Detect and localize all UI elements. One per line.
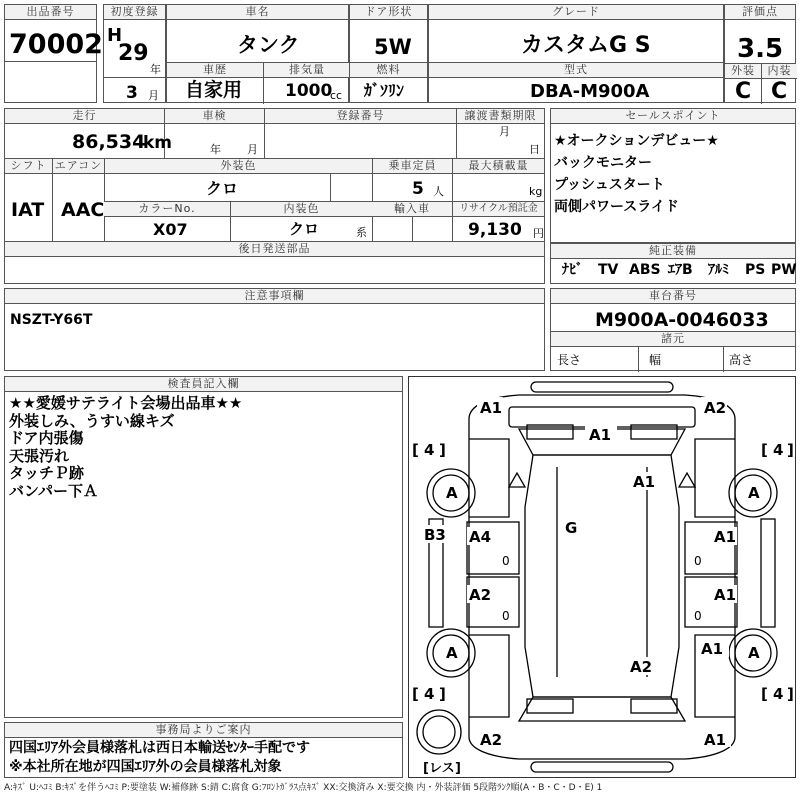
ext-color: クロ xyxy=(206,179,239,198)
grade-cell xyxy=(428,4,724,103)
inspector-note: ドア内張傷 xyxy=(9,429,84,447)
mark-rear-hatch: A2 xyxy=(630,658,653,676)
equipment-item: ABS xyxy=(629,262,661,278)
legend: A:ｷｽﾞ U:ﾍｺﾐ B:ｷｽﾞを伴うﾍｺﾐ P:要塗装 W:補修跡 S:錆 C:腐食 G:ﾌﾛﾝﾄｶﾞﾗｽ点ｷｽﾞ XX:交換済み X:要交換 内・外装評価 5段階ﾗﾝｸ順(A・B・C・D・E) 1 xyxy=(4,783,603,793)
tire-mark-rear-left: A xyxy=(446,644,458,662)
mark-front-right: A2 xyxy=(704,399,727,417)
mileage: 86,534 xyxy=(72,131,146,153)
door-cell xyxy=(349,4,428,103)
mark-left-rear-door: A2 xyxy=(469,586,492,604)
mileage-label: 走行 xyxy=(5,109,164,124)
office-notes-label: 事務局よりご案内 xyxy=(5,723,402,738)
caution-box xyxy=(4,288,545,371)
fuel: ｶﾞｿﾘﾝ xyxy=(364,81,405,100)
mark-right-quarter: A1 xyxy=(701,640,724,658)
int-color-label: 内装色 xyxy=(230,202,372,217)
office-note: 四国ｴﾘｱ外会員様落札は西日本輸送ｾﾝﾀｰ手配です xyxy=(9,740,310,756)
car-name-cell xyxy=(166,4,349,103)
lot-number-cell xyxy=(4,4,103,103)
spare-bracket: [ xyxy=(423,761,429,776)
spare-bracket: ] xyxy=(455,761,461,776)
ext-color-label: 外装色 xyxy=(104,159,372,174)
displacement: 1000 xyxy=(285,81,333,101)
width-label: 幅 xyxy=(649,353,662,367)
inspector-notes-box xyxy=(4,376,403,718)
reg-year: 29 xyxy=(118,41,149,66)
selling-point-item: プッシュスタート xyxy=(554,177,665,193)
caution-text: NSZT-Y66T xyxy=(10,312,93,328)
caution-label: 注意事項欄 xyxy=(5,289,544,304)
reg-number-label: 登録番号 xyxy=(264,109,456,124)
int-color: クロ xyxy=(289,220,320,238)
reg-year-unit: 年 xyxy=(150,63,161,76)
mark-roof: G xyxy=(565,519,578,537)
inspector-notes-label: 検査員記入欄 xyxy=(5,377,402,392)
first-registration-label: 初度登録 xyxy=(104,5,165,20)
door-zero-mark: 0 xyxy=(502,554,510,568)
chassis-number: M900A-0046033 xyxy=(595,309,769,331)
ac-label: エアコン xyxy=(52,159,104,174)
tire-mark-front-right: A xyxy=(748,484,760,502)
car-history: 自家用 xyxy=(185,79,243,101)
model-label: 型式 xyxy=(429,63,723,78)
tread-bracket: ] xyxy=(439,441,446,459)
door-zero-mark: 0 xyxy=(502,609,510,623)
car-name: タンク xyxy=(237,33,300,57)
capacity-unit: 人 xyxy=(433,185,444,198)
recycle-unit: 円 xyxy=(533,227,544,240)
auction-score: 3.5 xyxy=(737,34,784,64)
tread-bracket: [ xyxy=(412,441,419,459)
capacity: 5 xyxy=(412,179,424,199)
tread-bracket: [ xyxy=(412,685,419,703)
lot-number: 70002 xyxy=(9,29,103,60)
selling-points-box xyxy=(550,108,796,243)
office-note: ※本社所在地が四国ｴﾘｱ外の会員様落札対象 xyxy=(9,759,282,775)
selling-point-item: バックモニター xyxy=(554,155,652,171)
car-name-label: 車名 xyxy=(167,5,348,20)
equipment-item: PS xyxy=(745,262,766,278)
later-parts-label: 後日発送部品 xyxy=(5,242,544,257)
tread-rear-left: 4 xyxy=(424,685,435,703)
inspector-note: 外装しみ、うすい線キズ xyxy=(9,411,175,430)
tread-rear-right: 4 xyxy=(773,685,784,703)
tread-bracket: ] xyxy=(439,685,446,703)
displacement-label: 排気量 xyxy=(263,63,350,78)
tread-front-right: 4 xyxy=(773,441,784,459)
tire-mark-front-left: A xyxy=(446,484,458,502)
door-zero-mark: 0 xyxy=(694,609,702,623)
door-label: ドア形状 xyxy=(350,5,427,20)
color-number: X07 xyxy=(153,220,188,239)
door-zero-mark: 0 xyxy=(694,554,702,568)
tread-bracket: [ xyxy=(761,441,768,459)
equipment-item: ﾅﾋﾞ xyxy=(562,262,583,278)
shift: IAT xyxy=(11,199,45,221)
equipment-box xyxy=(550,243,796,284)
inspector-note: ★★愛媛サテライト会場出品車★★ xyxy=(9,394,243,412)
exterior-label: 外装 xyxy=(725,64,761,79)
fuel-label: 燃料 xyxy=(350,63,427,78)
interior-label: 内装 xyxy=(761,64,797,79)
mark-hood-right: A1 xyxy=(633,473,656,491)
score-cell xyxy=(724,4,796,103)
height-label: 高さ xyxy=(729,353,754,367)
tread-bracket: ] xyxy=(787,685,794,703)
door-type: 5W xyxy=(374,35,412,59)
mark-rear-left: A2 xyxy=(480,731,503,749)
lot-number-label: 出品番号 xyxy=(5,5,96,20)
damage-diagram-box xyxy=(408,376,796,778)
selling-point-item: 両側パワースライド xyxy=(554,199,679,215)
selling-point-item: ★オークションデビュー★ xyxy=(554,133,719,149)
vehicle-diagram xyxy=(409,377,795,777)
spec-block xyxy=(4,108,545,284)
score-label: 評価点 xyxy=(725,5,795,20)
equipment-item: ｱﾙﾐ xyxy=(708,262,729,278)
air-conditioner: AAC xyxy=(61,199,105,221)
capacity-label: 乗車定員 xyxy=(372,159,452,174)
inspection-month-unit: 月 xyxy=(247,143,258,156)
equipment-label: 純正装備 xyxy=(551,244,795,259)
office-notes-box xyxy=(4,722,403,778)
tire-mark-rear-right: A xyxy=(748,644,760,662)
grade: カスタムG S xyxy=(521,33,651,58)
exterior-grade: C xyxy=(735,79,752,104)
mark-left-sill: B3 xyxy=(424,526,446,544)
displacement-unit: cc xyxy=(330,89,343,102)
inspector-note: タッチＰ跡 xyxy=(9,464,85,482)
mark-front-left: A1 xyxy=(480,399,503,417)
equipment-item: ｴｱB xyxy=(668,262,693,278)
max-load-label: 最大積載量 xyxy=(452,159,544,174)
mark-right-front-door: A1 xyxy=(714,528,737,546)
equipment-item: PW xyxy=(771,262,797,278)
max-load-unit: kg xyxy=(529,185,543,198)
tread-front-left: 4 xyxy=(424,441,435,459)
car-history-label: 車歴 xyxy=(167,63,263,78)
mileage-unit: km xyxy=(143,133,173,153)
reg-month: 3 xyxy=(126,83,138,103)
mark-left-front-door: A4 xyxy=(469,528,492,546)
inspector-note: 天張汚れ xyxy=(9,446,70,465)
interior-grade: C xyxy=(771,79,788,104)
mark-rear-right: A1 xyxy=(704,731,727,749)
selling-points-label: セールスポイント xyxy=(551,109,795,124)
length-label: 長さ xyxy=(557,353,582,367)
equipment-item: TV xyxy=(598,262,619,278)
color-no-label: カラーNo. xyxy=(104,202,230,217)
chassis-box xyxy=(550,288,796,371)
era: H xyxy=(107,25,123,46)
first-registration-cell xyxy=(103,4,166,103)
inspection-label: 車検 xyxy=(164,109,264,124)
transfer-month-unit: 月 xyxy=(499,125,510,138)
spare-tire-status: レス xyxy=(429,761,455,776)
recycle-label: リサイクル預託金 xyxy=(452,202,544,217)
mark-right-rear-door: A1 xyxy=(714,586,737,604)
tread-bracket: [ xyxy=(761,685,768,703)
specs-label: 諸元 xyxy=(551,332,795,347)
chassis-label: 車台番号 xyxy=(551,289,795,304)
grade-label: グレード xyxy=(429,5,723,20)
import-label: 輸入車 xyxy=(372,202,452,217)
shift-label: シフト xyxy=(5,159,52,174)
tread-bracket: ] xyxy=(787,441,794,459)
recycle-fee: 9,130 xyxy=(468,220,522,240)
mark-windshield: A1 xyxy=(589,426,612,444)
inspection-year-unit: 年 xyxy=(210,143,221,156)
model-code: DBA-M900A xyxy=(530,81,650,102)
int-color-unit: 系 xyxy=(356,226,367,239)
inspector-note: バンパー下Ａ xyxy=(9,481,98,500)
transfer-deadline-label: 譲渡書類期限 xyxy=(456,109,544,124)
reg-month-unit: 月 xyxy=(148,89,159,102)
transfer-day-unit: 日 xyxy=(529,143,540,156)
